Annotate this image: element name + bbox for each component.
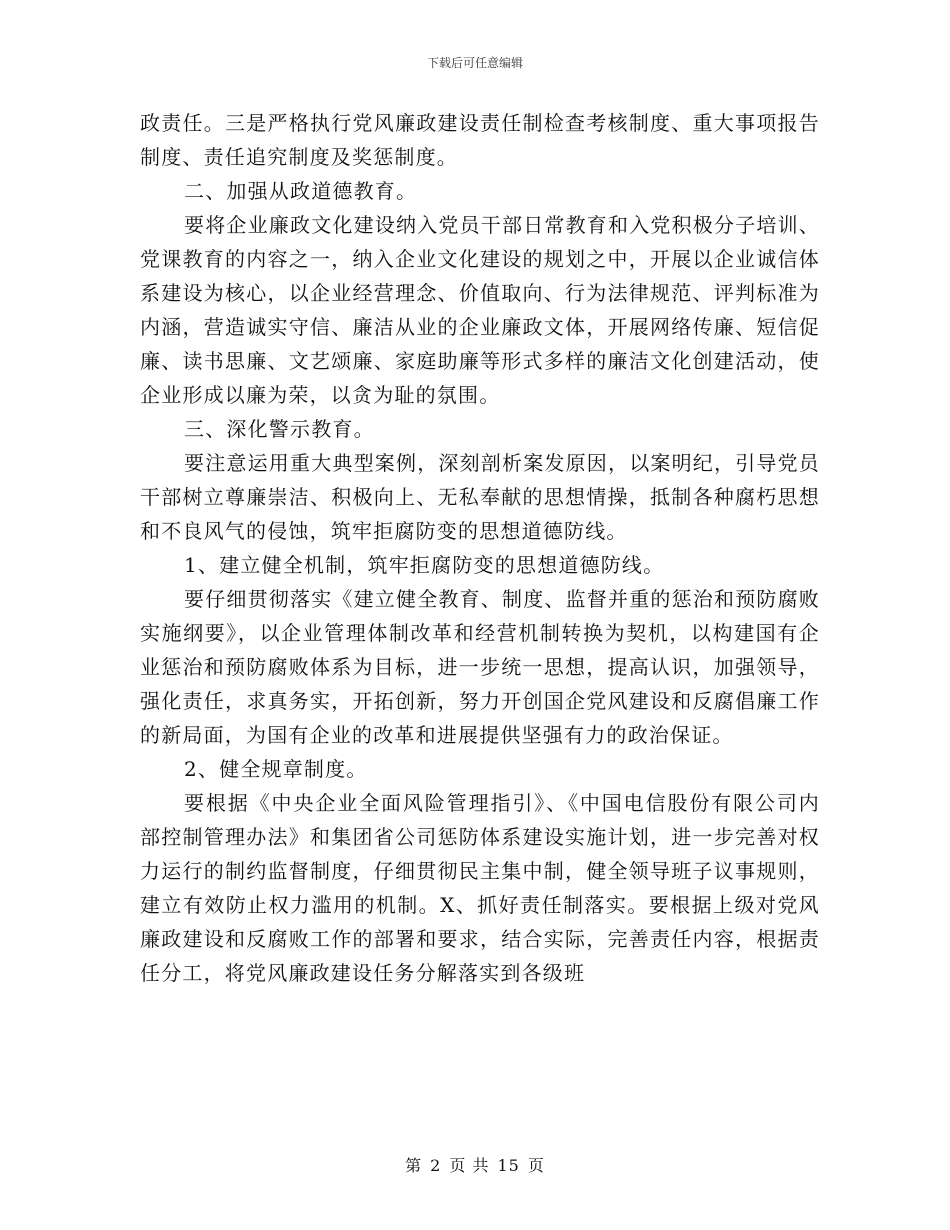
paragraph-5: 要注意运用重大典型案例，深刻剖析案发原因，以案明纪，引导党员干部树立尊廉崇洁、积极向上、无私奉献的思想情操，抵制各种腐朽思想和不良风气的侵蚀，筑牢拒腐防变的思想道德防线。 xyxy=(140,451,820,543)
page-header: 下载后可任意编辑 xyxy=(426,56,523,70)
total-pages: 15 xyxy=(497,1156,520,1175)
paragraph-9: 要根据《中央企业全面风险管理指引》、《中国电信股份有限公司内部控制管理办法》和集团省公司惩防体系建设实施计划，进一步完善对权力运行的制约监督制度，仔细贯彻民主集中制，健全领导班子议事规则，建立有效防止权力滥用的机制。X、抓好责任制落实。要根据上级对党风廉政建设和反腐败工作的部署和要求，结合实际，完善责任内容，根据责任分工，将党风廉政建设任务分解落实到各级班 xyxy=(140,791,820,985)
page-number: 2 xyxy=(430,1156,442,1175)
paragraph-7: 要仔细贯彻落实《建立健全教育、制度、监督并重的惩治和预防腐败实施纲要》，以企业管理体制改革和经营机制转换为契机，以构建国有企业惩治和预防腐败体系为目标，进一步统一思想，提高认识，加强领导，强化责任，求真务实，开拓创新，努力开创国企党风建设和反腐倡廉工作的新局面，为国有企业的改革和进展提供坚强有力的政治保证。 xyxy=(140,587,820,747)
document-body xyxy=(140,106,820,990)
footer-suffix: 页 xyxy=(527,1156,545,1175)
footer-middle: 页 共 xyxy=(449,1156,490,1175)
page-footer xyxy=(0,1153,950,1176)
subheading-2: 2、健全规章制度。 xyxy=(184,757,368,781)
paragraph-3: 要将企业廉政文化建设纳入党员干部日常教育和入党积极分子培训、党课教育的内容之一，纳入企业文化建设的规划之中，开展以企业诚信体系建设为核心，以企业经营理念、价值取向、行为法律规范、评判标准为内涵，营造诚实守信、廉洁从业的企业廉政文体，开展网络传廉、短信促廉、读书思廉、文艺颂廉、家庭助廉等形式多样的廉洁文化创建活动，使企业形成以廉为荣，以贪为耻的氛围。 xyxy=(140,213,820,407)
section-heading-2: 二、加强从政道德教育。 xyxy=(184,179,418,203)
paragraph-1: 政责任。三是严格执行党风廉政建设责任制检查考核制度、重大事项报告制度、责任追究制度及奖惩制度。 xyxy=(140,111,820,169)
subheading-1: 1、建立健全机制，筑牢拒腐防变的思想道德防线。 xyxy=(184,553,665,577)
section-heading-3: 三、深化警示教育。 xyxy=(184,417,375,441)
footer-prefix: 第 xyxy=(405,1156,423,1175)
